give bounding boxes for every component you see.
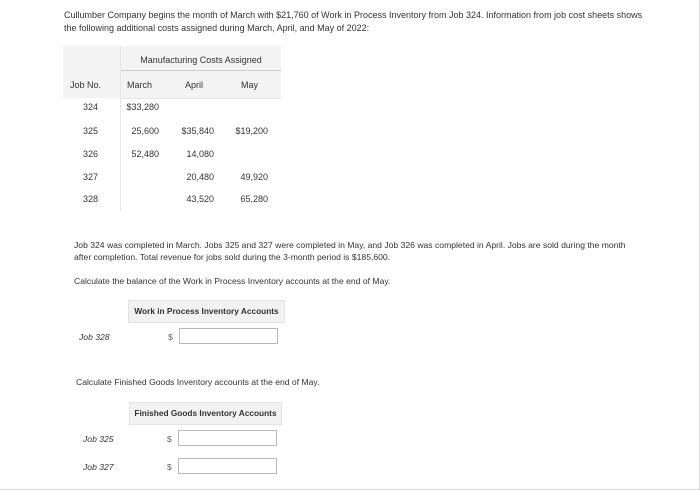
cell-may: 49,920 — [240, 172, 268, 182]
completion-paragraph: Job 324 was completed in March. Jobs 325 and 327 were completed in May, and Job 326 was completed in April. Jobs are sold during the month after completion. Total revenue for jobs sold during the 3-month period is $185,600. — [74, 240, 626, 262]
cell-job: 324 — [82, 102, 98, 112]
table-header-band — [63, 46, 281, 98]
wip-job-328-input[interactable] — [179, 328, 278, 344]
cell-may: $19,200 — [235, 126, 268, 136]
cell-march: 25,600 — [131, 126, 159, 136]
fg-header: Finished Goods Inventory Accounts — [129, 402, 282, 425]
col-header-may: May — [241, 80, 259, 90]
col-header-april: April — [185, 80, 204, 90]
fg-job-327-input[interactable] — [178, 458, 277, 474]
cell-job: 325 — [82, 126, 98, 136]
wip-header: Work in Process Inventory Accounts — [128, 300, 285, 323]
currency-symbol: $ — [167, 434, 172, 444]
col-header-march: March — [127, 80, 153, 90]
cell-march: 52,480 — [131, 149, 159, 159]
cell-job: 328 — [82, 194, 98, 204]
cell-april: 14,080 — [186, 149, 214, 159]
fg-row-label: Job 327 — [83, 462, 114, 472]
cell-april: $35,840 — [181, 126, 214, 136]
wip-row-label: Job 328 — [79, 332, 110, 342]
fg-job-325-input[interactable] — [178, 430, 277, 446]
wip-question: Calculate the balance of the Work in Process Inventory accounts at the end of May. — [74, 276, 391, 286]
group-header: Manufacturing Costs Assigned — [140, 55, 262, 65]
intro-text: Cullumber Company begins the month of March with $21,760 of Work in Process Inventory from Job 324. Information from job cost sheets shows the following additional costs assigned during March, April, and May of 2022: — [64, 10, 643, 33]
currency-symbol: $ — [167, 462, 172, 472]
table-header-rule — [120, 98, 281, 99]
cell-march: $33,280 — [126, 102, 159, 112]
cell-april: 20,480 — [186, 172, 214, 182]
col-header-job: Job No. — [70, 80, 102, 90]
fg-question: Calculate Finished Goods Inventory accounts at the end of May. — [76, 377, 320, 387]
cell-april: 43,520 — [186, 194, 214, 204]
cell-job: 327 — [82, 172, 98, 182]
cell-may: 65,280 — [240, 194, 268, 204]
group-header-underline — [121, 70, 281, 71]
cell-job: 326 — [82, 149, 98, 159]
currency-symbol: $ — [168, 332, 173, 342]
fg-row-label: Job 325 — [83, 434, 114, 444]
cost-table — [63, 46, 281, 211]
